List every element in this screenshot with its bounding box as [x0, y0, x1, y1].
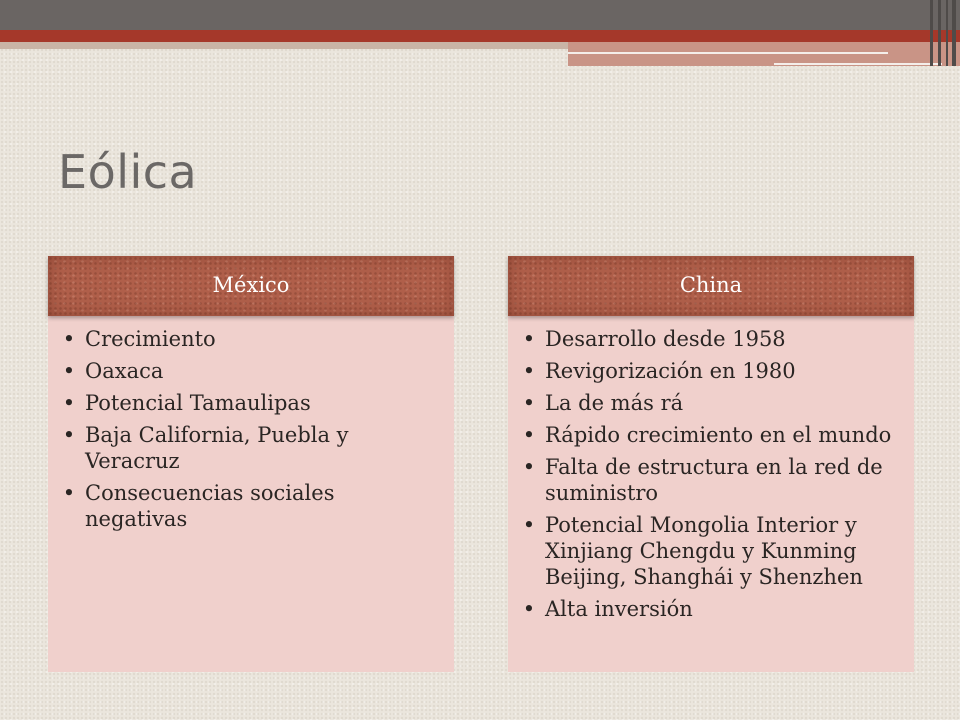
list-item-text: Falta de estructura en la red de suministro: [545, 455, 883, 505]
slide-title: Eólica: [58, 145, 198, 199]
bullet-icon: •: [522, 423, 536, 447]
top-band-vertical-bar: [946, 0, 948, 66]
top-band-vertical-bar: [952, 0, 956, 66]
bullet-icon: •: [522, 513, 536, 537]
top-band-line: [568, 52, 888, 54]
list-item: [60, 326, 436, 352]
column-mexico: [48, 256, 454, 672]
bullet-icon: •: [62, 481, 76, 505]
list-item-text: Desarrollo desde 1958: [545, 327, 786, 351]
top-band-tan: [0, 42, 568, 49]
bullet-icon: •: [62, 359, 76, 383]
list-item-text: Oaxaca: [85, 359, 164, 383]
list-item: [60, 390, 436, 416]
bullet-icon: •: [522, 359, 536, 383]
column-body-mexico: [48, 316, 454, 672]
list-item: [520, 596, 896, 622]
bullet-icon: •: [522, 327, 536, 351]
column-header-china: China: [508, 256, 914, 316]
list-item-text: Potencial Tamaulipas: [85, 391, 311, 415]
column-header-mexico: México: [48, 256, 454, 316]
bullet-icon: •: [522, 455, 536, 479]
top-band-vertical-bar: [930, 0, 933, 66]
list-item: [60, 358, 436, 384]
list-item-text: La de más rá: [545, 391, 684, 415]
bullet-icon: •: [522, 391, 536, 415]
list-item-text: Crecimiento: [85, 327, 216, 351]
bullet-list-china: [520, 326, 896, 622]
column-body-china: [508, 316, 914, 672]
bullet-icon: •: [62, 327, 76, 351]
list-item: [60, 480, 436, 532]
list-item-text: Consecuencias sociales negativas: [85, 481, 335, 531]
column-china: [508, 256, 914, 672]
list-item: [520, 512, 896, 590]
list-item: [520, 454, 896, 506]
list-item-text: Baja California, Puebla y Veracruz: [85, 423, 349, 473]
top-band-dark: [0, 0, 960, 30]
top-band-line: [774, 63, 942, 65]
list-item: [60, 422, 436, 474]
bullet-icon: •: [62, 391, 76, 415]
list-item: [520, 326, 896, 352]
list-item-text: Potencial Mongolia Interior y Xinjiang Chengdu y Kunming Beijing, Shanghái y Shenzhen: [545, 513, 863, 589]
list-item-text: Rápido crecimiento en el mundo: [545, 423, 892, 447]
bullet-list-mexico: [60, 326, 436, 532]
list-item: [520, 422, 896, 448]
list-item-text: Alta inversión: [545, 597, 693, 621]
bullet-icon: •: [522, 597, 536, 621]
list-item: [520, 390, 896, 416]
list-item: [520, 358, 896, 384]
list-item-text: Revigorización en 1980: [545, 359, 796, 383]
top-band-red: [0, 30, 960, 42]
bullet-icon: •: [62, 423, 76, 447]
top-band-vertical-bar: [938, 0, 941, 66]
